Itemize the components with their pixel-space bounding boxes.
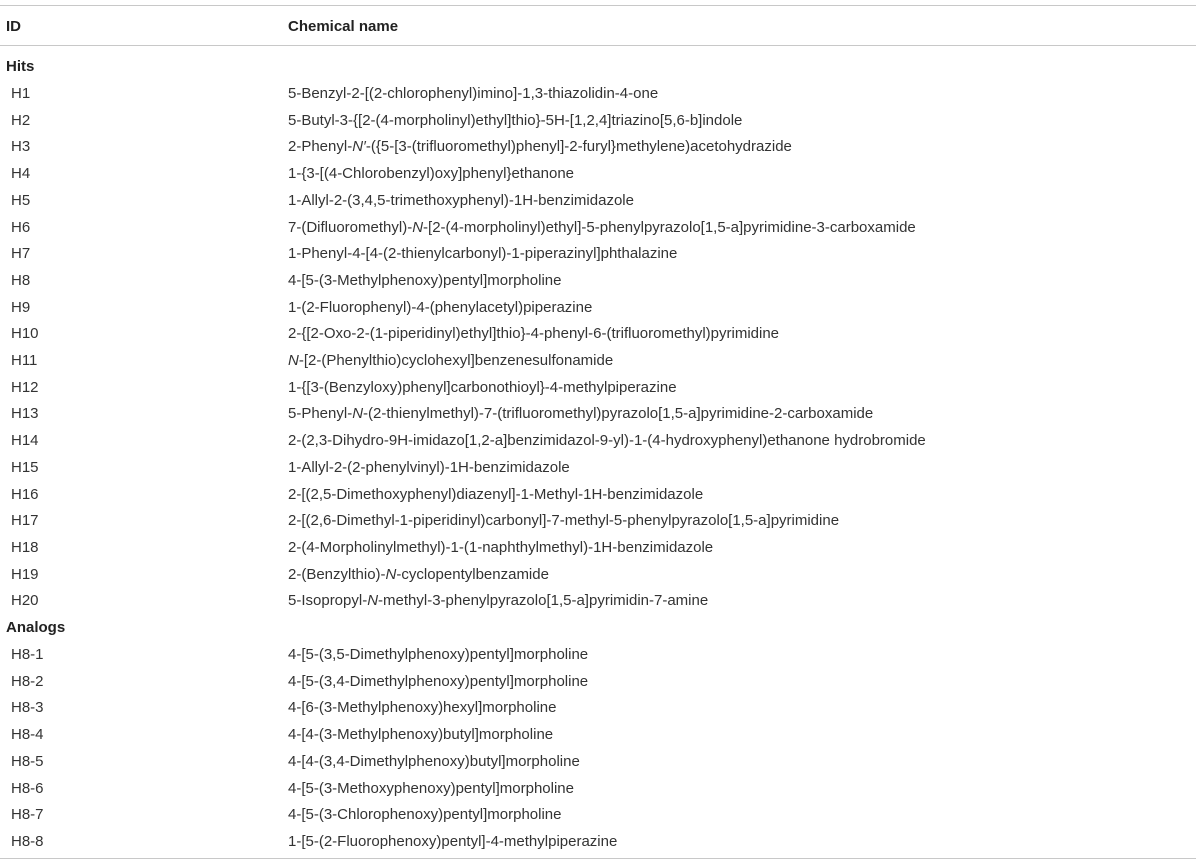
compound-id: H4 <box>11 165 31 183</box>
chemical-name-part: 2-(2,3-Dihydro-9H-imidazo[1,2-a]benzimidazol-9-yl)-1-(4-hydroxyphenyl)ethanone hydrobromide <box>288 432 926 450</box>
compound-id: H17 <box>11 512 39 530</box>
chemical-name <box>288 646 588 663</box>
chemical-name-part: 5-Phenyl- <box>288 405 353 423</box>
chemical-name <box>288 592 708 609</box>
chemical-name <box>288 405 873 422</box>
compound-id: H8-3 <box>11 699 44 717</box>
chemical-name-part: -methyl-3-phenylpyrazolo[1,5-a]pyrimidin-7-amine <box>378 592 709 610</box>
compound-id: H8-1 <box>11 646 44 663</box>
chemical-name-part: 5-Isopropyl- <box>288 592 368 610</box>
chemical-name <box>288 112 742 129</box>
compound-id: H8-6 <box>11 779 44 797</box>
table-row <box>0 722 1196 748</box>
chemical-name-part: 1-(2-Fluorophenyl)-4-(phenylacetyl)piperazine <box>288 298 593 316</box>
compound-id: H5 <box>11 191 31 209</box>
chemical-name-part: 4-[5-(3-Methylphenoxy)pentyl]morpholine <box>288 271 562 289</box>
chemical-name-part: 1-Allyl-2-(2-phenylvinyl)-1H-benzimidazole <box>288 458 570 476</box>
compound-id: H6 <box>11 218 31 236</box>
chemical-name-part: 2-(4-Morpholinylmethyl)-1-(1-naphthylmethyl)-1H-benzimidazole <box>288 538 714 556</box>
table-row <box>0 81 1196 107</box>
chemical-name-part: 5-Butyl-3-{[2-(4-morpholinyl)ethyl]thio}-5H-[1,2,4]triazino[5,6-b]indole <box>288 111 743 129</box>
table-row <box>0 669 1196 695</box>
table-header-row <box>0 6 1196 45</box>
table-row <box>0 455 1196 481</box>
table-row <box>0 695 1196 721</box>
chemical-name-part: 4-[5-(3-Methoxyphenoxy)pentyl]morpholine <box>288 779 574 797</box>
compound-id: H8-5 <box>11 752 44 770</box>
chemical-name <box>288 85 658 102</box>
chemical-name <box>288 753 580 770</box>
table-row <box>0 348 1196 374</box>
chemical-name-part: 1-[5-(2-Fluorophenoxy)pentyl]-4-methylpiperazine <box>288 832 618 850</box>
chemical-name <box>288 138 792 155</box>
chemical-name <box>288 566 549 583</box>
compound-id: H7 <box>11 245 31 263</box>
table-row <box>0 321 1196 347</box>
compound-id: H11 <box>11 352 38 369</box>
table-row <box>0 776 1196 802</box>
chemical-name <box>288 673 588 690</box>
chemical-name-part: 2-Phenyl- <box>288 138 353 156</box>
compound-id: H12 <box>11 378 39 396</box>
compound-id: H8-2 <box>11 672 44 690</box>
chemical-name <box>288 325 779 342</box>
chemical-name-part: -(2-thienylmethyl)-7-(trifluoromethyl)pyrazolo[1,5-a]pyrimidine-2-carboxamide <box>363 405 874 423</box>
compound-id: H14 <box>11 432 39 450</box>
table-row <box>0 295 1196 321</box>
table-row <box>0 268 1196 294</box>
chemical-name-part: -cyclopentylbenzamide <box>396 565 549 583</box>
chemical-name <box>288 379 677 396</box>
chemical-name <box>288 699 556 716</box>
chemical-name-part: 4-[4-(3,4-Dimethylphenoxy)butyl]morpholine <box>288 752 580 770</box>
chemical-name <box>288 352 613 369</box>
chemical-name-part: -({5-[3-(trifluoromethyl)phenyl]-2-furyl}methylene)acetohydrazide <box>365 138 792 156</box>
compound-id: H15 <box>11 458 39 476</box>
chemical-name-part: 2-(Benzylthio)- <box>288 565 386 583</box>
table-row <box>0 508 1196 534</box>
chemical-name-part: 2-[(2,6-Dimethyl-1-piperidinyl)carbonyl]-7-methyl-5-phenylpyrazolo[1,5-a]pyrimidine <box>288 512 840 530</box>
chemical-name-italic-part: N <box>412 218 424 236</box>
table-row <box>0 428 1196 454</box>
chemical-name-italic-part: N <box>367 592 379 610</box>
table-row <box>0 215 1196 241</box>
table-row <box>0 482 1196 508</box>
table-row <box>0 188 1196 214</box>
table-row <box>0 535 1196 561</box>
chemical-name <box>288 780 574 797</box>
chemical-name-italic-part: N <box>385 565 397 583</box>
compound-id: H9 <box>11 298 31 316</box>
table-row <box>0 375 1196 401</box>
chemical-name <box>288 512 839 529</box>
chemical-name-part: 2-{[2-Oxo-2-(1-piperidinyl)ethyl]thio}-4-phenyl-6-(trifluoromethyl)pyrimidine <box>288 325 780 343</box>
table-row <box>0 829 1196 855</box>
table-row <box>0 134 1196 160</box>
chemical-name-part: 1-Allyl-2-(3,4,5-trimethoxyphenyl)-1H-benzimidazole <box>288 191 634 209</box>
chemical-name <box>288 165 574 182</box>
chemical-name-part: 5-Benzyl-2-[(2-chlorophenyl)imino]-1,3-thiazolidin-4-one <box>288 85 659 102</box>
chemical-name <box>288 459 570 476</box>
chemical-name-part: 4-[5-(3-Chlorophenoxy)pentyl]morpholine <box>288 806 562 824</box>
chemical-name <box>288 806 561 823</box>
chemical-name <box>288 245 677 262</box>
chemical-name-part: -[2-(4-morpholinyl)ethyl]-5-phenylpyrazolo[1,5-a]pyrimidine-3-carboxamide <box>423 218 916 236</box>
chemical-name-part: -[2-(Phenylthio)cyclohexyl]benzenesulfonamide <box>298 352 614 369</box>
chemical-name <box>288 272 561 289</box>
compound-id: H1 <box>11 85 31 102</box>
chemical-name <box>288 219 916 236</box>
chemical-name <box>288 726 553 743</box>
table-header-rule <box>0 45 1196 46</box>
chemical-name <box>288 539 713 556</box>
table-row <box>0 108 1196 134</box>
chemical-name <box>288 299 592 316</box>
compound-id: H8-7 <box>11 806 44 824</box>
chemical-name-part: 4-[5-(3,4-Dimethylphenoxy)pentyl]morpholine <box>288 672 589 690</box>
compound-id: H8-4 <box>11 726 44 744</box>
chemical-name-part: 7-(Difluoromethyl)- <box>288 218 413 236</box>
chemical-name-part: 2-[(2,5-Dimethoxyphenyl)diazenyl]-1-Methyl-1H-benzimidazole <box>288 485 704 503</box>
table-row <box>0 749 1196 775</box>
compound-id: H10 <box>11 325 39 343</box>
chemical-name-italic-part: N′ <box>352 138 366 156</box>
table-row <box>0 802 1196 828</box>
section-heading: Hits <box>6 58 35 75</box>
compound-id: H8 <box>11 271 31 289</box>
compound-id: H16 <box>11 485 39 503</box>
chemical-name-part: 1-{3-[(4-Chlorobenzyl)oxy]phenyl}ethanone <box>288 165 575 183</box>
compound-id: H19 <box>11 565 39 583</box>
compound-id: H2 <box>11 111 31 129</box>
compound-id: H3 <box>11 138 31 156</box>
chemical-name-italic-part: N <box>288 352 299 369</box>
chemical-name <box>288 833 617 850</box>
chemical-name-part: 4-[4-(3-Methylphenoxy)butyl]morpholine <box>288 726 554 744</box>
table-row <box>0 241 1196 267</box>
table-row <box>0 161 1196 187</box>
section-heading: Analogs <box>6 619 66 636</box>
compound-id: H18 <box>11 538 39 556</box>
table-row <box>0 562 1196 588</box>
header-id: ID <box>6 18 21 35</box>
table-bottom-rule <box>0 858 1196 859</box>
table-row <box>0 401 1196 427</box>
compound-id: H8-8 <box>11 832 44 850</box>
chemical-name-part: 1-{[3-(Benzyloxy)phenyl]carbonothioyl}-4-methylpiperazine <box>288 378 677 396</box>
table-row <box>0 588 1196 614</box>
chemical-name-part: 1-Phenyl-4-[4-(2-thienylcarbonyl)-1-piperazinyl]phthalazine <box>288 245 678 263</box>
table-row <box>0 642 1196 668</box>
chemical-name <box>288 486 703 503</box>
chemical-name-part: 4-[5-(3,5-Dimethylphenoxy)pentyl]morpholine <box>288 646 589 663</box>
chemical-name-italic-part: N <box>352 405 364 423</box>
header-chemical-name: Chemical name <box>288 18 399 35</box>
chemical-name <box>288 192 634 209</box>
chemical-name-part: 4-[6-(3-Methylphenoxy)hexyl]morpholine <box>288 699 557 717</box>
compound-id: H20 <box>11 592 39 610</box>
compound-id: H13 <box>11 405 39 423</box>
chemical-name <box>288 432 926 449</box>
